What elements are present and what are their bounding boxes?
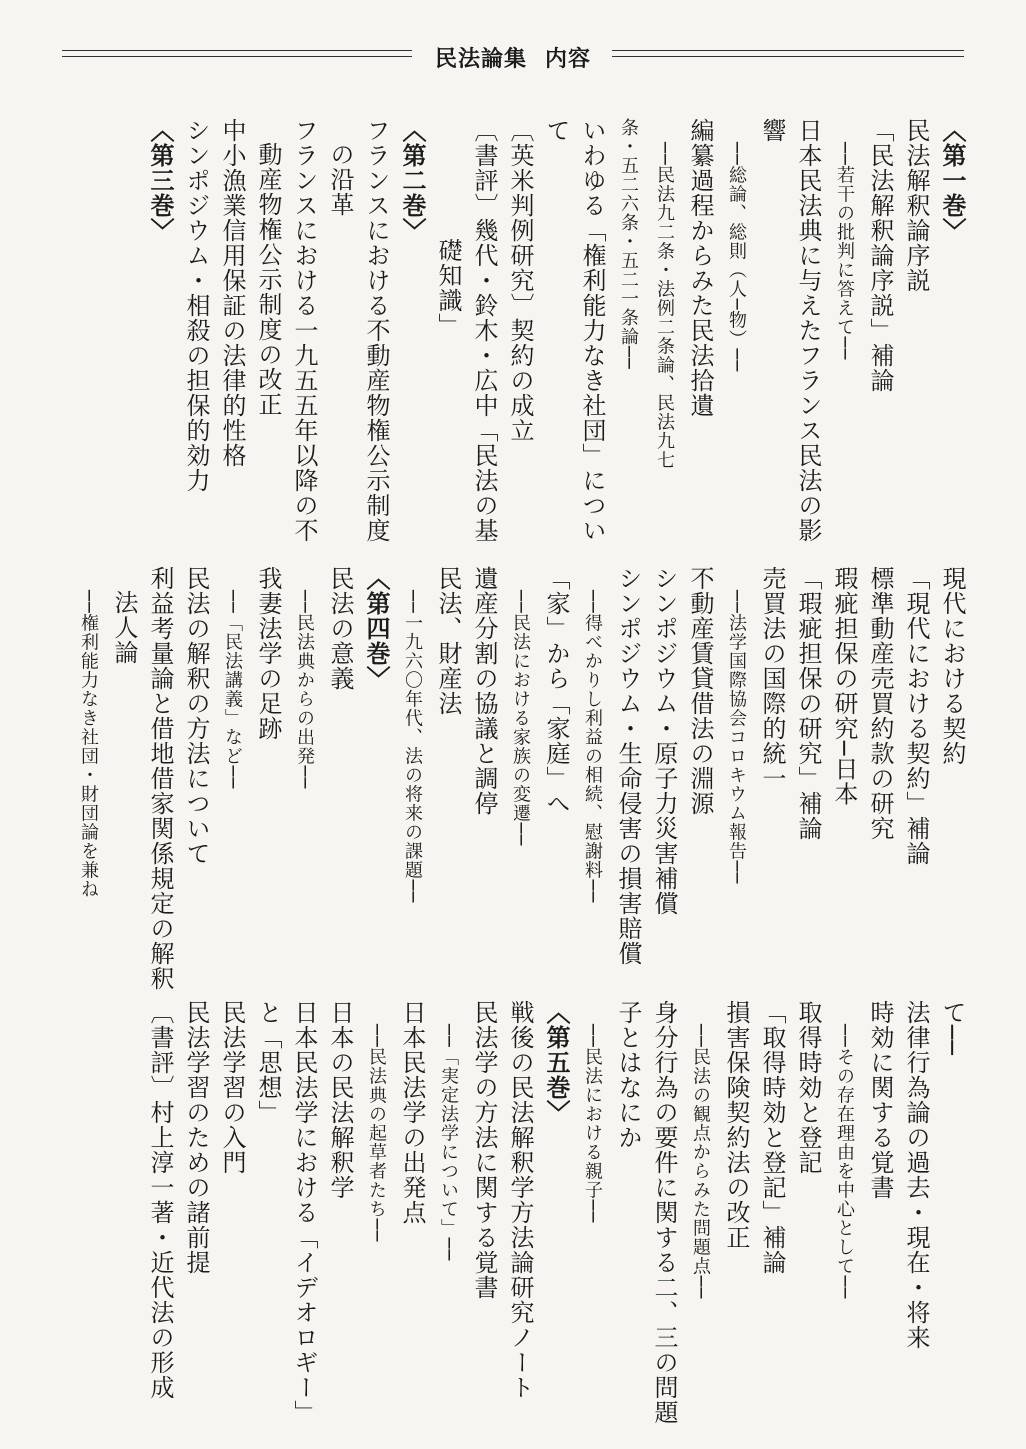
middle-column: 「瑕疵担保の研究」補論 [794, 566, 822, 841]
middle-column: ──「民法講義」など── [222, 590, 243, 790]
middle-column: 標準動産売買約款の研究 [866, 566, 894, 841]
middle-column: ──一九六〇年代、法の将来の課題── [402, 590, 423, 904]
bottom-column: 取得時効と登記 [794, 1000, 822, 1175]
bottom-column: ──民法の観点からみた問題点── [690, 1024, 711, 1300]
toc-block-bottom [56, 1000, 966, 1425]
bottom-column: 法律行為論の過去・現在・将来 [902, 1000, 930, 1350]
bottom-column: 民法学習のための諸前提 [182, 1000, 210, 1275]
bottom-column: ──その存在理由を中心として── [834, 1024, 855, 1300]
middle-column: 「現代における契約」補論 [902, 566, 930, 866]
middle-column: 民法の意義 [326, 566, 354, 691]
top-column: て [542, 118, 570, 143]
bottom-column: ──民法典の起草者たち── [366, 1024, 387, 1243]
middle-column: 「家」から「家庭」へ [542, 566, 570, 816]
top-column: 〔書評〕幾代・鈴木・広中「民法の基 [470, 118, 498, 543]
bottom-column: 時効に関する覚書 [866, 1000, 894, 1200]
middle-column: 現代における契約 [938, 566, 966, 766]
bottom-column: 「取得時効と登記」補論 [758, 1000, 786, 1275]
bottom-column: て── [938, 1000, 966, 1056]
top-column: ──民法九二条・法例二条論、民法九七 [654, 142, 675, 470]
middle-column: 不動産賃貸借法の淵源 [686, 566, 714, 816]
bottom-column: 日本民法学における「イデオロギー」 [290, 1000, 318, 1425]
bottom-column: ──「実定法学について」── [438, 1024, 459, 1262]
middle-column: ──法学国際協会コロキウム報告── [726, 590, 747, 885]
top-column: フランスにおける一九五五年以降の不 [290, 118, 318, 543]
bottom-column: 日本の民法解釈学 [326, 1000, 354, 1200]
middle-column: ──民法における家族の変遷── [510, 590, 531, 847]
bottom-column: 民法学の方法に関する覚書 [470, 1000, 498, 1300]
bottom-column: 〔書評〕村上淳一著・近代法の形成 [146, 1000, 174, 1400]
bottom-column: 戦後の民法解釈学方法論研究ノート [506, 1000, 534, 1400]
top-column: 「民法解釈論序説」補論 [866, 118, 894, 393]
middle-column: ──民法典からの出発── [294, 590, 315, 790]
top-column: 〔英米判例研究〕契約の成立 [506, 118, 534, 443]
top-column: ──若干の批判に答えて── [834, 142, 855, 361]
top-column: フランスにおける不動産物権公示制度 [362, 118, 390, 543]
middle-column: 瑕疵担保の研究─日本 [830, 566, 858, 807]
middle-column: 〈第四巻〉 [362, 566, 390, 691]
bottom-column: 日本民法学の出発点 [398, 1000, 426, 1225]
page-title [0, 42, 1026, 73]
top-column: 礎知識」 [434, 238, 462, 338]
page-title-sub: 内容 [545, 47, 592, 72]
middle-column: 法人論 [110, 590, 138, 665]
bottom-column: 民法学習の入門 [218, 1000, 246, 1175]
middle-column: シンポジウム・原子力災害補償 [650, 566, 678, 916]
middle-column: 売買法の国際的統一 [758, 566, 786, 791]
top-column: ──総論、総則（人─物）── [726, 142, 747, 373]
top-column: いわゆる「権利能力なき社団」につい [578, 118, 606, 543]
top-column: シンポジウム・相殺の担保的効力 [182, 118, 210, 493]
top-column: 響 [758, 118, 786, 143]
bottom-column: 損害保険契約法の改正 [722, 1000, 750, 1250]
top-column: 中小漁業信用保証の法律的性格 [218, 118, 246, 468]
top-column: 日本民法典に与えたフランス民法の影 [794, 118, 822, 543]
bottom-column: 身分行為の要件に関する二、三の問題 [650, 1000, 678, 1425]
middle-column: ──権利能力なき社団・財団論を兼ね [78, 590, 99, 899]
top-column: 〈第二巻〉 [398, 118, 426, 243]
middle-column: シンポジウム・生命侵害の損害賠償 [614, 566, 642, 966]
top-column: 動産物権公示制度の改正 [254, 142, 282, 417]
bottom-column: 子とはなにか [614, 1000, 642, 1150]
top-column: 〈第三巻〉 [146, 118, 174, 243]
middle-column: ──得べかりし利益の相続、慰謝料── [582, 590, 603, 904]
toc-block-top [56, 118, 966, 558]
top-column: 条・五二六条・五二一条論── [618, 118, 639, 370]
bottom-column: と「思想」 [254, 1000, 282, 1125]
middle-column: 民法、財産法 [434, 566, 462, 716]
page-title-main: 民法論集 [434, 47, 527, 72]
top-column: 〈第一巻〉 [938, 118, 966, 243]
bottom-column: ──民法における親子── [582, 1024, 603, 1224]
top-column: 編纂過程からみた民法拾遺 [686, 118, 714, 418]
toc-block-middle [56, 566, 966, 991]
bottom-column: 〈第五巻〉 [542, 1000, 570, 1125]
middle-column: 遺産分割の協議と調停 [470, 566, 498, 816]
middle-column: 我妻法学の足跡 [254, 566, 282, 741]
middle-column: 利益考量論と借地借家関係規定の解釈 [146, 566, 174, 991]
middle-column: 民法の解釈の方法について [182, 566, 210, 866]
top-column: の沿革 [326, 142, 354, 217]
top-column: 民法解釈論序説 [902, 118, 930, 293]
